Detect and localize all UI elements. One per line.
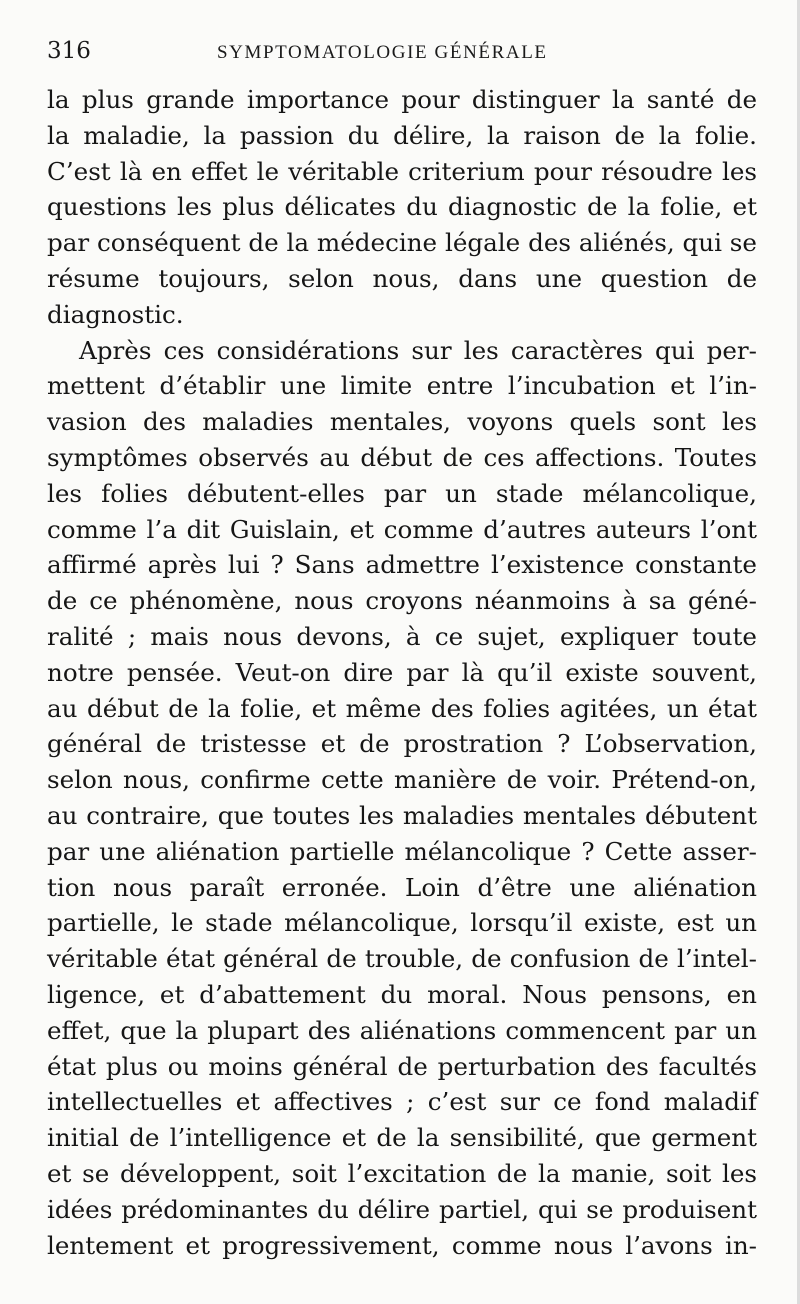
body-text xyxy=(47,82,757,1263)
text-line: idées prédominantes du délire partiel, qui se produisent xyxy=(47,1194,757,1224)
text-line: résume toujours, selon nous, dans une question de xyxy=(47,263,757,293)
text-line: comme l’a dit Guislain, et comme d’autres auteurs l’ont xyxy=(47,514,757,544)
text-line: de ce phénomène, nous croyons néanmoins à sa géné- xyxy=(47,586,757,616)
text-line: tion nous paraît erronée. Loin d’être une aliénation xyxy=(47,872,757,902)
text-line: symptômes observés au début de ces affections. Toutes xyxy=(47,442,757,472)
text-line: général de tristesse et de prostration ? L’observation, xyxy=(47,729,757,759)
text-line: effet, que la plupart des aliénations commencent par un xyxy=(47,1015,757,1045)
text-line: lentement et progressivement, comme nous l’avons in- xyxy=(47,1230,757,1260)
text-line: ralité ; mais nous devons, à ce sujet, expliquer toute xyxy=(47,621,757,651)
text-line: intellectuelles et affectives ; c’est sur ce fond maladif xyxy=(47,1087,757,1117)
text-line: vasion des maladies mentales, voyons quels sont les xyxy=(47,407,757,437)
text-line: les folies débutent-elles par un stade mélancolique, xyxy=(47,478,757,508)
running-title: SYMPTOMATOLOGIE GÉNÉRALE xyxy=(217,42,548,63)
text-line: affirmé après lui ? Sans admettre l’existence constante xyxy=(47,550,757,580)
text-line: au début de la folie, et même des folies agitées, un état xyxy=(47,693,757,723)
text-line: partielle, le stade mélancolique, lorsqu’il existe, est un xyxy=(47,908,757,938)
text-line: et se développent, soit l’excitation de la manie, soit les xyxy=(47,1158,757,1188)
page-header xyxy=(47,38,757,72)
text-line: C’est là en effet le véritable criterium pour résoudre les xyxy=(47,156,757,186)
text-line: la maladie, la passion du délire, la raison de la folie. xyxy=(47,120,757,150)
text-line: au contraire, que toutes les maladies mentales débutent xyxy=(47,800,757,830)
text-line: initial de l’intelligence et de la sensibilité, que germent xyxy=(47,1123,757,1153)
text-line: véritable état général de trouble, de confusion de l’intel- xyxy=(47,944,757,974)
text-line: ligence, et d’abattement du moral. Nous pensons, en xyxy=(47,979,757,1009)
text-line: notre pensée. Veut-on dire par là qu’il existe souvent, xyxy=(47,657,757,687)
text-line: selon nous, confirme cette manière de voir. Prétend-on, xyxy=(47,765,757,795)
text-line: questions les plus délicates du diagnostic de la folie, et xyxy=(47,192,757,222)
page-number: 316 xyxy=(47,38,91,64)
text-line: état plus ou moins général de perturbation des facultés xyxy=(47,1051,757,1081)
text-line: diagnostic. xyxy=(47,299,184,329)
text-line: par une aliénation partielle mélancolique ? Cette asser- xyxy=(47,836,757,866)
text-line: par conséquent de la médecine légale des aliénés, qui se xyxy=(47,228,757,258)
text-line: Après ces considérations sur les caractères qui per- xyxy=(79,335,757,365)
text-line: mettent d’établir une limite entre l’incubation et l’in- xyxy=(47,371,757,401)
text-line: la plus grande importance pour distinguer la santé de xyxy=(47,85,757,114)
